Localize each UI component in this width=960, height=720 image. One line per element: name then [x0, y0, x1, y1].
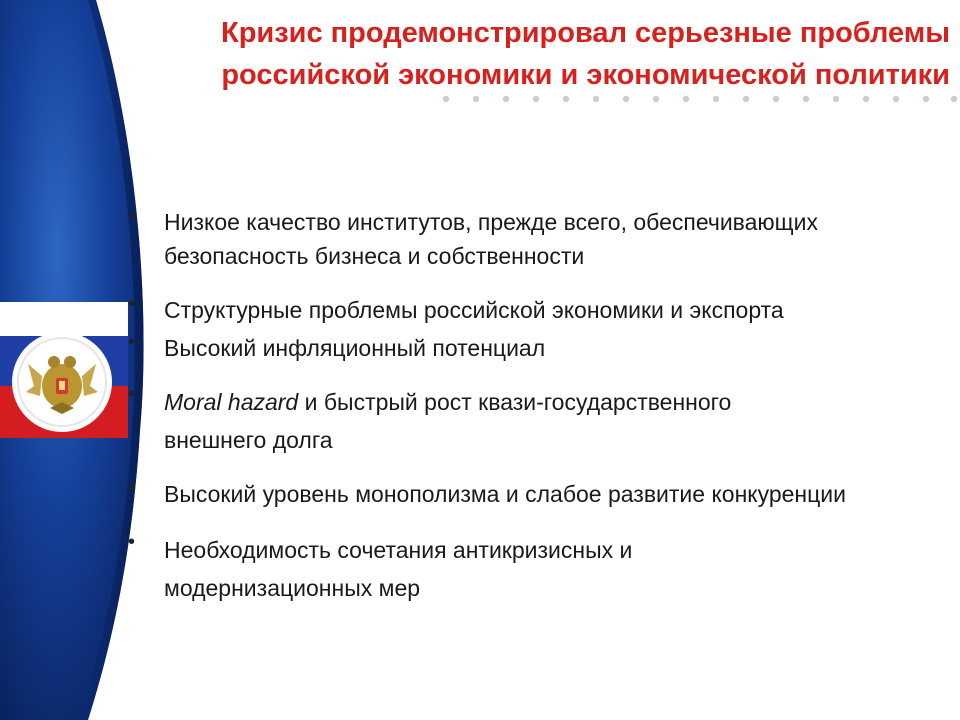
bullet-text [164, 531, 960, 607]
title-line: российской экономики и экономической политики [221, 59, 950, 91]
bullet-line: внешнего долга [164, 427, 333, 453]
bullet-marker: • [128, 531, 136, 553]
bullet-line: Необходимость сочетания антикризисных и [164, 537, 633, 563]
bullet-line: Высокий уровень монополизма и слабое развитие конкуренции [164, 481, 846, 507]
title-dotted-rule [440, 94, 960, 104]
bullet-line: Низкое качество институтов, прежде всего, обеспечивающих [164, 209, 818, 235]
bullet-marker: • [128, 477, 136, 499]
bullet-line: безопасность бизнеса и собственности [164, 243, 585, 269]
bullet-marker: • [128, 293, 136, 315]
flag-emblem-icon [0, 302, 128, 438]
bullet-marker: • [128, 205, 136, 227]
bullet-marker: • [128, 331, 136, 353]
bullet-line [164, 383, 960, 421]
bullet-text [164, 477, 960, 511]
bullet-marker: • [128, 383, 136, 405]
bullet-italic-term: Moral hazard [164, 389, 299, 415]
bullet-line: Высокий инфляционный потенциал [164, 335, 546, 361]
bullet-line-rest: и быстрый рост квази-государственного [298, 389, 732, 415]
title-line: Кризис продемонстрировал серьезные проблемы [221, 17, 950, 49]
slide-title [130, 12, 950, 96]
bullet-line: Структурные проблемы российской экономики и экспорта [164, 297, 784, 323]
bullet-text [164, 205, 960, 273]
bullet-text [164, 383, 960, 459]
bullet-line: модернизационных мер [164, 575, 421, 601]
bullet-text [164, 293, 960, 327]
bullet-text [164, 331, 960, 365]
